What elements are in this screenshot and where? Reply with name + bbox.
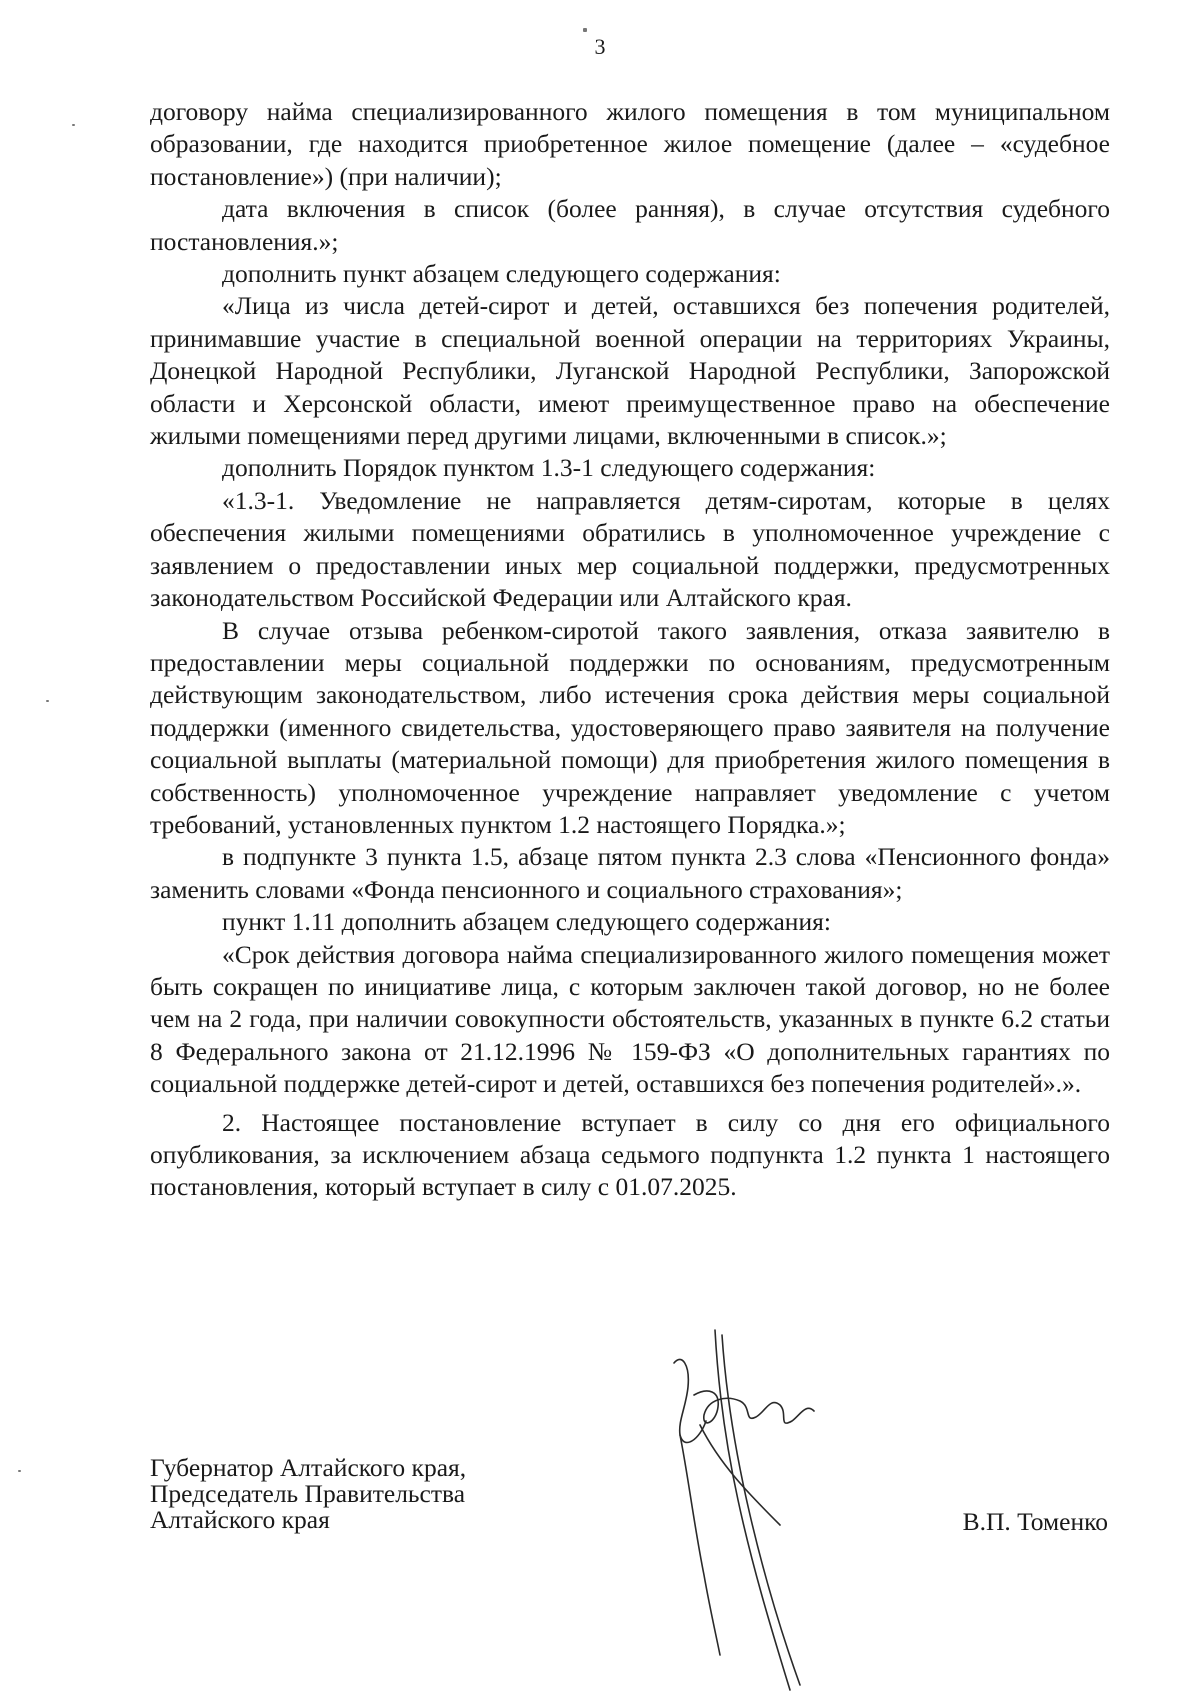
paragraph: дополнить Порядок пунктом 1.3-1 следующего содержания: [222, 453, 876, 483]
scan-speck [72, 124, 75, 126]
page-number: 3 [594, 34, 606, 59]
paragraph: пункт 1.11 дополнить абзацем следующего содержания: [222, 907, 831, 937]
scan-speck [46, 700, 49, 702]
paragraph: В случае отзыва ребенком-сиротой такого заявления, отказа заявителю в предоставлении меры социальной поддержки по основаниям, предусмотренным действующим законодательством, либо истечения срока действия меры социальной поддержки (именного свидетельства, удостоверяющего право заявителя на получение социальной выплаты (материальной помощи) для приобретения жилого помещения в собственность) уполномоченное учреждение направляет уведомление с учетом требований, установленных пунктом 1.2 настоящего Порядка.»; [150, 615, 1110, 839]
paragraph: дата включения в список (более ранняя), в случае отсутствия судебного постановления.»; [150, 194, 1110, 256]
signatory-title [150, 1455, 466, 1533]
paragraph: «Лица из числа детей-сирот и детей, оставшихся без попечения родителей, принимавшие участие в специальной военной операции на территориях Украины, Донецкой Народной Республики, Луганской Народной Республики, Запорожской области и Херсонской области, имеют преимущественное право на обеспечение жилыми помещениями перед другими лицами, включенными в список.»; [150, 291, 1110, 451]
handwritten-signature [660, 1325, 860, 1695]
scan-speck [18, 1470, 21, 1472]
signatory-title-line: Председатель Правительства [150, 1479, 466, 1508]
signatory-name: В.П. Томенко [962, 1507, 1108, 1536]
paragraph: дополнить пункт абзацем следующего содержания: [222, 259, 781, 289]
paragraph: «1.3-1. Уведомление не направляется детям-сиротам, которые в целях обеспечения жилыми помещениями обратились в уполномоченное учреждение с заявлением о предоставлении иных мер социальной поддержки, предусмотренных законодательством Российской Федерации или Алтайского края. [150, 485, 1110, 613]
scan-speck [583, 28, 587, 32]
paragraph: «Срок действия договора найма специализированного жилого помещения может быть сокращен по инициативе лица, с которым заключен такой договор, но не более чем на 2 года, при наличии совокупности обстоятельств, указанных в пункте 6.2 статьи 8 Федерального закона от 21.12.1996 № 159-ФЗ «О дополнительных гарантиях по социальной поддержке детей-сирот и детей, оставшихся без попечения родителей».». [150, 939, 1110, 1099]
signatory-title-line: Губернатор Алтайского края, [150, 1453, 467, 1482]
paragraph: договору найма специализированного жилого помещения в том муниципальном образовании, где находится приобретенное жилое помещение (далее – «судебное постановление») (при наличии); [150, 97, 1110, 191]
paragraph: 2. Настоящее постановление вступает в силу со дня его официального опубликования, за исключением абзаца седьмого подпункта 1.2 пункта 1 настоящего постановления, который вступает в силу с 01.07.2025. [150, 1107, 1110, 1202]
paragraph: в подпункте 3 пункта 1.5, абзаце пятом пункта 2.3 слова «Пенсионного фонда» заменить словами «Фонда пенсионного и социального страхования»; [150, 842, 1110, 904]
signatory-title-line: Алтайского края [150, 1505, 330, 1534]
document-body [150, 96, 1110, 1204]
